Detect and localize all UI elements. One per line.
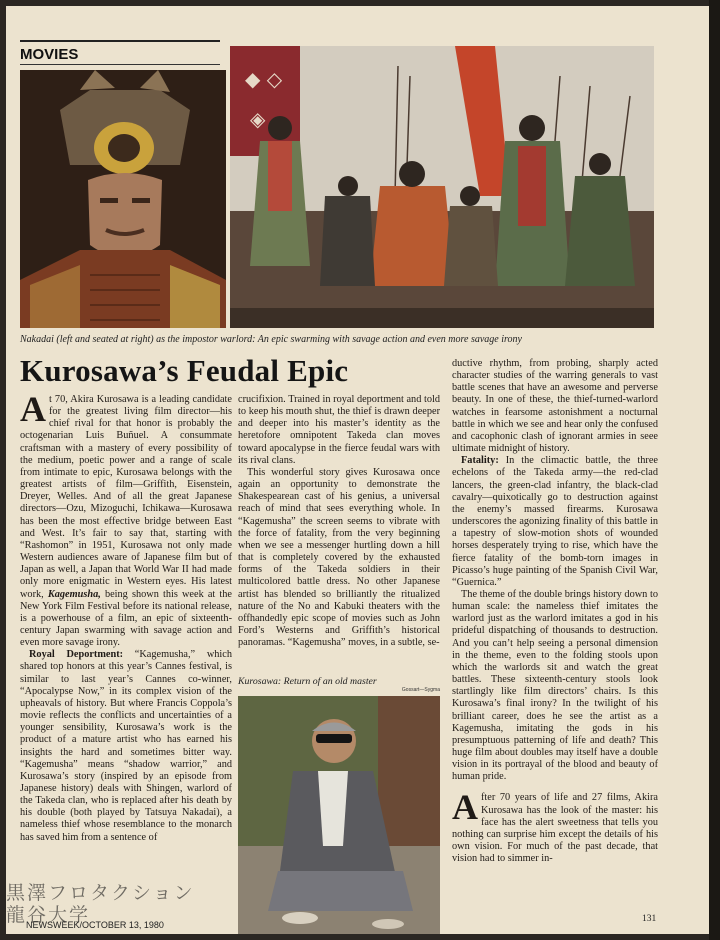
archive-watermark: 黒澤フロタクション 龍谷大学 — [6, 882, 195, 926]
paragraph-text: being shown this week at the New York Film Festival before its national release, is a powerhouse of a film, an epic of sixteenth-century Japan swarming with savage action and even more savage irony. — [20, 588, 232, 649]
director-photo-caption: Kurosawa: Return of an old master — [238, 676, 377, 687]
photo-director — [238, 696, 440, 934]
paragraph: crucifixion. Trained in royal deportment and told to keep his mouth shut, the thief is drawn deeper and deeper into his master’s identity as the heretofore omnipotent Takeda clan moves toward apocalypse in the fierce feudal wars with its rival clans. — [238, 394, 440, 466]
portrait-illustration — [20, 70, 226, 328]
page-number: 131 — [642, 914, 657, 924]
subhead: Fatality: — [461, 455, 499, 467]
photo-warlord-portrait — [20, 70, 226, 328]
article-column-3 — [452, 358, 658, 865]
magazine-page — [6, 6, 709, 934]
paragraph: The theme of the double brings history down to human scale: the nameless thief imitates the warlord just as the warlord imitates a god in his prideful dispatching of thousands to destruction. And you can’t help seeing a personal dimension in the theme, even to the folding stools upon which the warlords sit and watch the great battles. These sixteenth-century stools look startlingly like film directors’ chairs. Is this Kurosawa’s final irony? In the twilight of his brilliant career, does he see the artist as a Kagemusha, imitating the gods in his presumptuous patterning of life and death? This huge film about doubles may itself have a double vision in its portrayal of the blood and beauty of human pride. — [452, 588, 658, 783]
main-photo-caption: Nakadai (left and seated at right) as the impostor warlord: An epic swarming with savage action and even more savage irony — [20, 334, 522, 345]
article-column-2 — [238, 394, 440, 649]
paragraph: This wonderful story gives Kurosawa once again an opportunity to demonstrate the Shakespearean cast of his genius, a universal reach of mind that sees everything whole. In “Kagemusha” the screen seems to vibrate with the force of fatality, from the very beginning when we see a messenger hurtling down a hill that is completely covered by the exhausted forms of the Takeda soldiers in their multicolored battle dress. No other Japanese artist has blended so brilliantly the ritualized nature of the No and Kabuki theaters with the offhandedly epic scope of movies such as John Ford’s Westerns and Griffith’s historical panoramas. “Kagemusha” moves, in a subtle, se- — [238, 466, 440, 649]
folio-publication-date: NEWSWEEK/OCTOBER 13, 1980 — [26, 920, 164, 930]
section-label: MOVIES — [20, 46, 220, 65]
subhead: Royal Deportment: — [29, 649, 124, 661]
drop-cap: A — [452, 787, 478, 828]
paragraph-text: In the climactic battle, the three echelons of the Takeda army—the red-clad lancers, the green-clad infantry, the black-clad cavalry—quixotically go to destruction against the enemy’s massed firearms. Kurosawa underscores the agonizing finality of this battle in a tapestry of slow-motion shots of wounded horses desperately trying to rise, which have the fierce fatality of the bomb-torn images in Picasso’s huge painting of the Spanish Civil War, “Guernica.” — [452, 455, 658, 588]
article-column-1 — [20, 389, 232, 844]
article-headline: Kurosawa’s Feudal Epic — [20, 353, 349, 388]
paragraph-text: t 70, Akira Kurosawa is a leading candidate for the greatest living film director—his chief rival for that honor is probably the octogenarian Luis Buñuel. A consummate craftsman with a mastery of every possibility of the medium, poetic power and a range of scale from intimate to epic, Kurosawa belongs with the greatest artists of film—Griffith, Eisenstein, Dreyer, Welles. And of all the great Japanese directors—Ozu, Mizoguchi, Ichikawa—Kurosawa has been the most effective bridge between East and West. It’s fair to say that, starting with “Rashomon” in 1951, Kurosawa not only made Western audiences aware of Japanese film but of Japan as well, a Japan that World War II had made only more enigmatic in Western eyes. His latest work, — [20, 394, 232, 600]
director-illustration — [238, 696, 440, 934]
battle-illustration — [230, 46, 654, 328]
drop-cap: A — [20, 389, 46, 429]
paragraph — [20, 649, 232, 844]
banner-glyph: ◆ ◇ — [245, 67, 283, 91]
paragraph-text: fter 70 years of life and 27 films, Akira Kurosawa has the look of the master: his face has the alert sweetness that tells you nothing can surprise him except the details of his own vision. For much of the past decade, that vision had to simmer in- — [452, 792, 658, 865]
paragraph: ductive rhythm, from probing, sharply acted character studies of the warring generals to vast battle scenes that have an awesome and perverse beauty. In one of these, the thief-turned-warlord watches in fearsome astonishment a nocturnal battle in which we see and hear only the confused and cacophonic clash of ignorant armies in seee ultimate midnight of history. — [452, 358, 658, 455]
paragraph-text: “Kagemusha,” which shared top honors at this year’s Cannes festival, is similar to last year’s Cannes co-winner, “Apocalypse Now,” in its complex vision of the upheavals of history. But where Francis Coppola’s movie reflects the conflicts and uncertainties of a younger sensibility, Kurosawa’s work is the product of a mature artist who has earned his insights the hard and sometimes bitter way. “Kagemusha” means “shadow warrior,” and Kurosawa’s story (inspired by an episode from Japanese history) deals with Shingen, warlord of the Takeda clan, who is replaced after his death by his double (both played by Tatsuya Nakadai), a nameless thief whose resemblance to the monarch has saved him from a sentence of — [20, 649, 232, 843]
photo-credit: Gossart—Sygma — [401, 687, 440, 693]
paragraph — [20, 389, 232, 649]
banner-glyph: ◈ — [250, 107, 266, 131]
film-title: Kagemusha, — [47, 588, 101, 600]
paragraph — [452, 455, 658, 589]
photo-army-scene — [230, 46, 654, 328]
paragraph — [452, 787, 658, 865]
scan-edge — [709, 0, 720, 940]
